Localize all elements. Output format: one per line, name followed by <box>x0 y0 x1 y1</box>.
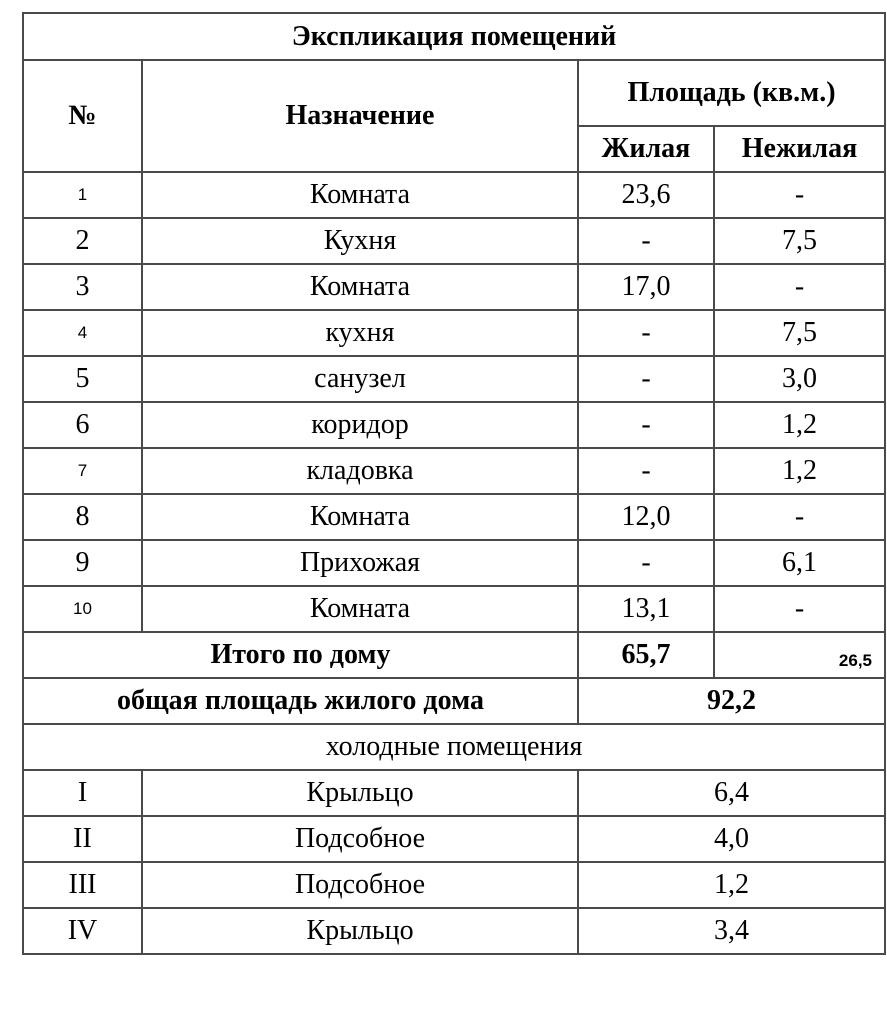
table-row <box>23 172 885 218</box>
cold-room-row <box>23 816 885 862</box>
room-number: 8 <box>23 494 142 540</box>
nonliving-area: 1,2 <box>714 448 885 494</box>
room-number: 4 <box>23 310 142 356</box>
room-name: коридор <box>142 402 578 448</box>
room-number: 3 <box>23 264 142 310</box>
room-number: 2 <box>23 218 142 264</box>
room-number: 6 <box>23 402 142 448</box>
total-nonliving: 26,5 <box>714 632 885 678</box>
cold-room-number: II <box>23 816 142 862</box>
cold-room-area: 3,4 <box>578 908 885 954</box>
cold-room-row <box>23 908 885 954</box>
cold-room-row <box>23 770 885 816</box>
header-nonliving: Нежилая <box>714 126 885 172</box>
total-living: 65,7 <box>578 632 714 678</box>
explication-table <box>22 12 886 955</box>
cold-room-number: IV <box>23 908 142 954</box>
cold-section-heading: холодные помещения <box>23 724 885 770</box>
nonliving-area: 7,5 <box>714 310 885 356</box>
cold-room-name: Крыльцо <box>142 908 578 954</box>
header-purpose: Назначение <box>142 60 578 172</box>
table-row <box>23 448 885 494</box>
room-name: санузел <box>142 356 578 402</box>
room-name: Комната <box>142 264 578 310</box>
header-number: № <box>23 60 142 172</box>
table-row <box>23 402 885 448</box>
cold-room-name: Подсобное <box>142 862 578 908</box>
room-name: Комната <box>142 494 578 540</box>
room-name: Комната <box>142 172 578 218</box>
nonliving-area: 7,5 <box>714 218 885 264</box>
overall-value: 92,2 <box>578 678 885 724</box>
living-area: - <box>578 310 714 356</box>
table-row <box>23 540 885 586</box>
header-area: Площадь (кв.м.) <box>578 60 885 126</box>
cold-room-row <box>23 862 885 908</box>
room-name: Прихожая <box>142 540 578 586</box>
table-title: Экспликация помещений <box>23 13 885 60</box>
cold-room-area: 4,0 <box>578 816 885 862</box>
living-area: - <box>578 402 714 448</box>
table-row <box>23 356 885 402</box>
living-area: - <box>578 540 714 586</box>
living-area: - <box>578 356 714 402</box>
room-name: Комната <box>142 586 578 632</box>
nonliving-area: - <box>714 494 885 540</box>
living-area: 13,1 <box>578 586 714 632</box>
living-area: 23,6 <box>578 172 714 218</box>
nonliving-area: - <box>714 586 885 632</box>
room-name: кладовка <box>142 448 578 494</box>
cold-room-name: Подсобное <box>142 816 578 862</box>
total-label: Итого по дому <box>23 632 578 678</box>
living-area: - <box>578 448 714 494</box>
cold-room-number: I <box>23 770 142 816</box>
living-area: 12,0 <box>578 494 714 540</box>
cold-room-number: III <box>23 862 142 908</box>
room-number: 10 <box>23 586 142 632</box>
room-number: 5 <box>23 356 142 402</box>
cold-room-name: Крыльцо <box>142 770 578 816</box>
room-name: кухня <box>142 310 578 356</box>
table-row <box>23 586 885 632</box>
nonliving-area: 3,0 <box>714 356 885 402</box>
overall-label: общая площадь жилого дома <box>23 678 578 724</box>
nonliving-area: 1,2 <box>714 402 885 448</box>
cold-room-area: 1,2 <box>578 862 885 908</box>
living-area: - <box>578 218 714 264</box>
table-row <box>23 264 885 310</box>
nonliving-area: 6,1 <box>714 540 885 586</box>
header-living: Жилая <box>578 126 714 172</box>
room-number: 9 <box>23 540 142 586</box>
table-row <box>23 310 885 356</box>
cold-room-area: 6,4 <box>578 770 885 816</box>
nonliving-area: - <box>714 172 885 218</box>
room-number: 1 <box>23 172 142 218</box>
table-row <box>23 218 885 264</box>
nonliving-area: - <box>714 264 885 310</box>
table-row <box>23 494 885 540</box>
room-number: 7 <box>23 448 142 494</box>
living-area: 17,0 <box>578 264 714 310</box>
room-name: Кухня <box>142 218 578 264</box>
